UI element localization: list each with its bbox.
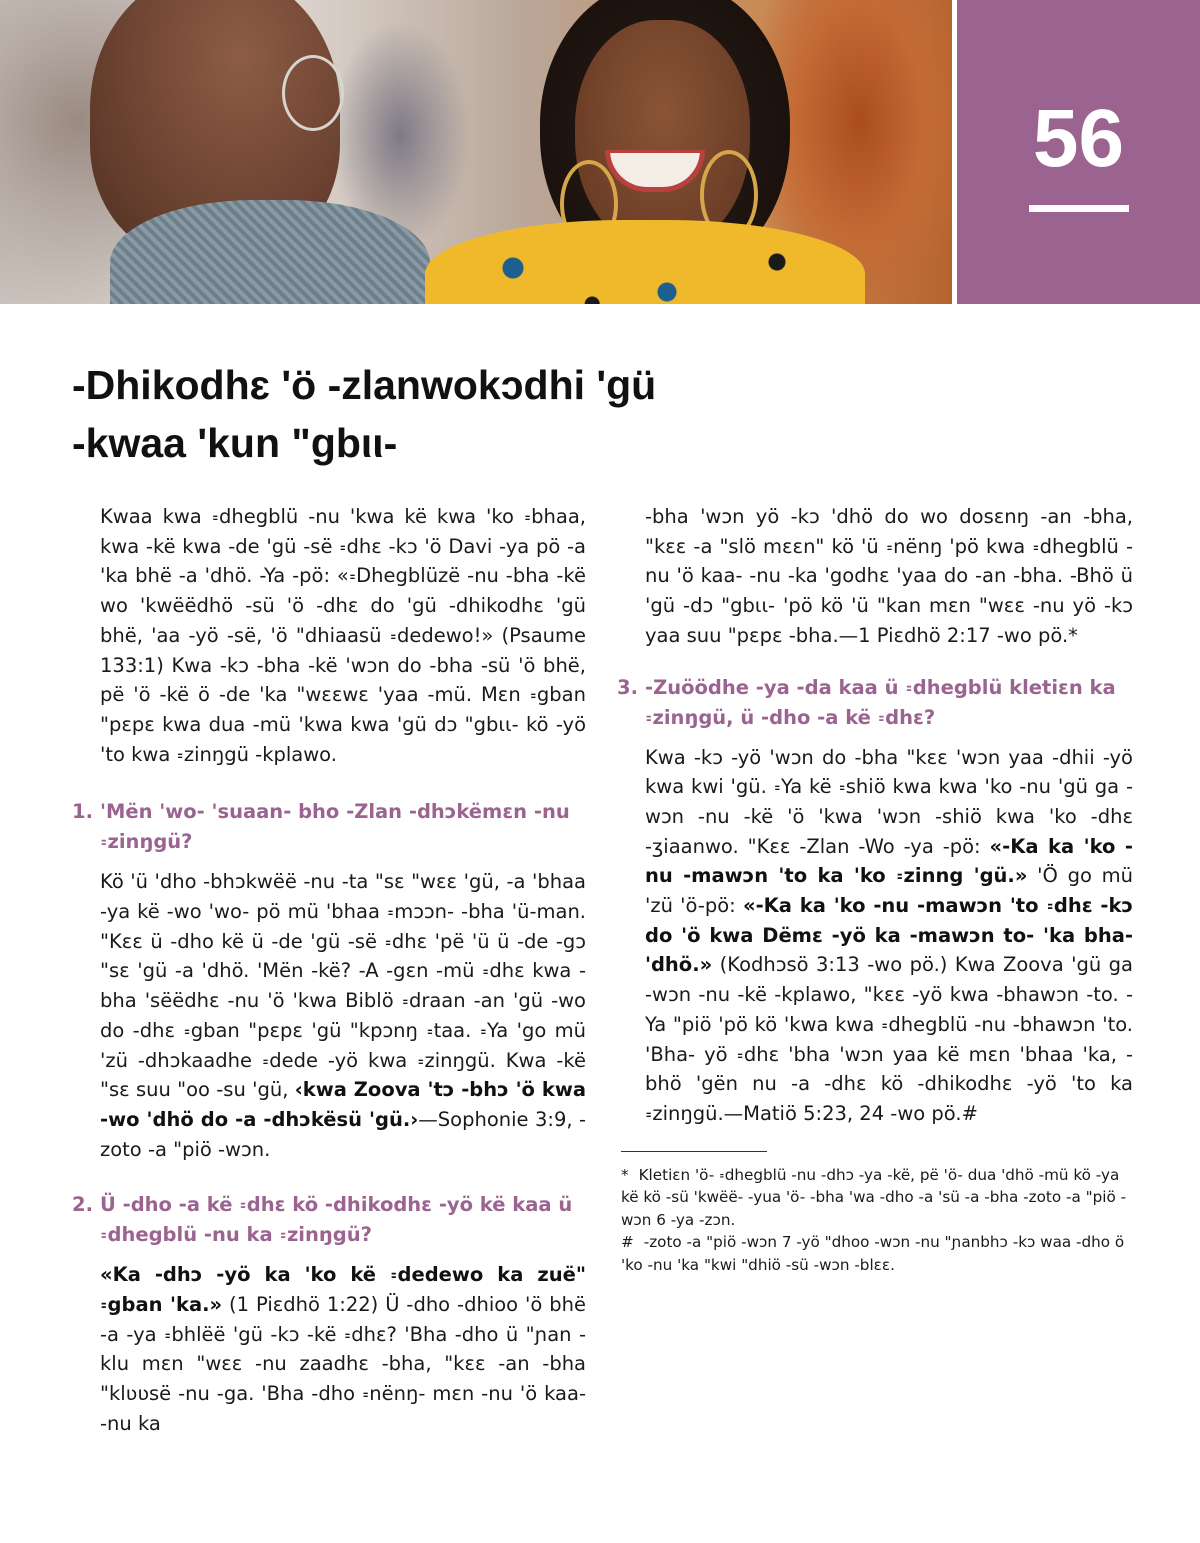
section-1-reference: —Sophonie 3:9, -zoto -a "piö -wɔn.: [100, 1107, 587, 1161]
question-1-text: 'Mën 'wo- 'suaan- bho -Zlan -dhɔkëmɛn -nu ꞊zinŋgü?: [100, 800, 570, 854]
question-2-number: 2.: [72, 1193, 93, 1217]
footnote-2-text: -zoto -a "piö -wɔn 7 -yö "dhoo -wɔn -nu "ɲanbhɔ -kɔ waa -dho ö 'ko -nu 'ka "kwi "dhiö -sü -wɔn -blɛɛ.: [621, 1233, 1125, 1274]
question-1: [72, 797, 586, 857]
section-1-paragraph: [100, 867, 586, 1164]
question-3-text: -Zuöödhe -ya -da kaa ü ꞊dhegblü kletiɛn ka ꞊zinŋgü, ü -dho -a kë ꞊dhɛ?: [645, 675, 1116, 729]
page-title: [72, 356, 932, 472]
lesson-number: 56: [1032, 93, 1125, 184]
section-3-text-3: (Kodhɔsö 3:13 -wo pö.) Kwa Zoova 'gü ga -wɔn -nu -kë -kplawo, "kɛɛ -yö kwa -bhawɔn -to. -Ya "piö 'pö kö 'kwa kwa ꞊dhegblü -nu -bhawɔn 'to. 'Bha- yö ꞊dhɛ 'bha 'wɔn yaa kë mɛn 'bhaa 'ka, -bhö 'gën nu -a -dhɛ kö -dhikodhɛ -yö 'to ka ꞊zinŋgü.—Matiö 5:23, 24 -wo pö.#: [645, 953, 1133, 1125]
section-3-text-1: Kwa -kɔ -yö 'wɔn do -bha "kɛɛ 'wɔn yaa -dhii -yö kwa kwi 'gü. ꞊Ya kë ꞊shiö kwa kwa 'ko -nu 'gü ga -wɔn -nu -kë 'ö 'kwa 'wɔn -shiö kwa 'ko -dhɛ -ʒiaanwo. "Kɛɛ -Zlan -Wo -ya -pö:: [645, 745, 1133, 858]
woman-shirt: [110, 200, 430, 304]
footnote-1-mark: *: [621, 1165, 629, 1184]
section-2-bold-quote: «Ka -dhɔ -yö ka 'ko kë ꞊dedewo ka zuë" ꞊gban 'ka.»: [100, 1263, 586, 1317]
question-3-number: 3.: [617, 675, 638, 699]
intro-paragraph: Kwaa kwa ꞊dhegblü -nu 'kwa kë kwa 'ko ꞊bhaa, kwa -kë kwa -de 'gü -së ꞊dhɛ -kɔ 'ö Davi -ya pö -a 'ka bhë -a 'dhö. -Ya -pö: «꞊Dhegblüzë -nu -bha -kë wo 'kwëëdhö -sü 'ö -dhɛ do 'gü -dhikodhɛ 'gü bhë, 'aa -yö -së, 'ö "dhiaasü ꞊dedewo!» (Psaume 133:1) Kwa -kɔ -bha -kë 'wɔn do -bha -sü 'ö bhë, pë 'ö -kë ö -de 'ka "wɛɛwɛ 'yaa -mü. Mɛn ꞊gban "pɛpɛ kwa dua -mü 'kwa kwa 'gü dɔ "gbιι- kö -yö 'to kwa ꞊zinŋgü -kplawo.: [100, 505, 586, 766]
footnote-1-text: Kletiɛn 'ö- ꞊dhegblü -nu -dhɔ -ya -kë, pë 'ö- dua 'dhö -mü kö -ya kë kö -sü 'kwëë- -yua 'ö- -bha 'wa -dho -a 'sü -a -bha -zoto -a "piö -wɔn 6 -ya -zɔn.: [621, 1165, 1127, 1229]
section-3-bold-quote-2: «-Ka ka 'ko -nu -mawɔn 'to ꞊dhɛ -kɔ do 'ö kwa Dëmɛ -yö ka -mawɔn to- 'ka bha- 'dhö.»: [645, 894, 1133, 977]
question-1-number: 1.: [72, 800, 93, 824]
header-photo: [0, 0, 952, 304]
page-title-line-1: -Dhikodhɛ 'ö -zlanwokɔdhi 'gü: [72, 362, 657, 408]
section-3-text-2: 'Ö go mü 'zü 'ö-pö:: [645, 864, 1133, 918]
question-2: [72, 1190, 586, 1250]
footnote-2: [621, 1231, 1133, 1276]
section-2-text: (1 Piɛdhö 1:22) Ü -dho -dhioo 'ö bhë -a -ya ꞊bhlëë 'gü -kɔ -kë ꞊dhɛ? 'Bha -dho ü "ɲan -klu mɛn "wɛɛ -nu zaadhɛ -bha, "kɛɛ -an -bha "klʋʋsë -nu -ga. 'Bha -dho ꞊nënŋ- mɛn -nu 'ö kaa- -nu ka: [100, 1293, 586, 1435]
right-column: [617, 502, 1133, 1276]
left-column: [72, 502, 587, 1439]
question-2-text: Ü -dho -a kë ꞊dhɛ kö -dhikodhɛ -yö kë kaa ü ꞊dhegblü -nu ka ꞊zinŋgü?: [100, 1193, 573, 1247]
lesson-number-underline: [1029, 205, 1129, 212]
page-title-line-2: -kwaa 'kun "gbιι-: [72, 420, 398, 466]
footnote-1: [621, 1164, 1133, 1232]
question-3: [617, 673, 1133, 733]
section-3-bold-quote-1: «-Ka ka 'ko -nu -mawɔn 'to ka 'ko ꞊zinng 'gü.»: [645, 834, 1133, 888]
section-3-paragraph: [645, 743, 1133, 1129]
footnote-divider: [621, 1151, 767, 1152]
section-2-paragraph: [100, 1260, 586, 1438]
footnote-2-mark: #: [621, 1233, 634, 1252]
section-1-bold-quote: ‹kwa Zoova 'tɔ -bhɔ 'ö kwa -wo 'dhö do -a -dhɔkësü 'gü.›: [100, 1078, 586, 1131]
hoop-earring: [282, 55, 344, 131]
lesson-number-block: [957, 0, 1200, 304]
section-2-continued: -bha 'wɔn yö -kɔ 'dhö do wo dosɛnŋ -an -bha, "kɛɛ -a "slö mɛɛn" kö 'ü ꞊nënŋ 'pö kwa ꞊dhegblü -nu 'ö kaa- -nu -ka 'godhɛ 'yaa do -an -bha. -Bhö ü 'gü -dɔ "gbιι- 'pö kö 'ü "kan mɛn "wɛɛ -nu yö -kɔ yaa suu "pɛpɛ -bha.—1 Piɛdhö 2:17 -wo pö.*: [645, 505, 1133, 647]
section-1-text: Kö 'ü 'dho -bhɔkwëë -nu -ta "sɛ "wɛɛ 'gü, -a 'bhaa -ya kë -wo 'wo- pö mü 'bhaa ꞊mɔɔn- -bha 'ü-man. "Kɛɛ ü -dho kë ü -de 'gü -së ꞊dhɛ 'pë 'ü ü -de -gɔ "sɛ 'gü -a 'dhö. 'Mën -kë? -A -gɛn -mü ꞊dhɛ kwa -bha 'sëëdhɛ -nu 'ö 'kwa Biblö ꞊draan -an 'gü -wo do -dhɛ ꞊gban "pɛpɛ 'gü "kpɔnŋ ꞊taa. ꞊Ya 'go mü 'zü -dhɔkaadhe ꞊dede -yö kwa ꞊zinŋgü. Kwa -kë "sɛ suu "oo -su 'gü,: [100, 870, 586, 1102]
